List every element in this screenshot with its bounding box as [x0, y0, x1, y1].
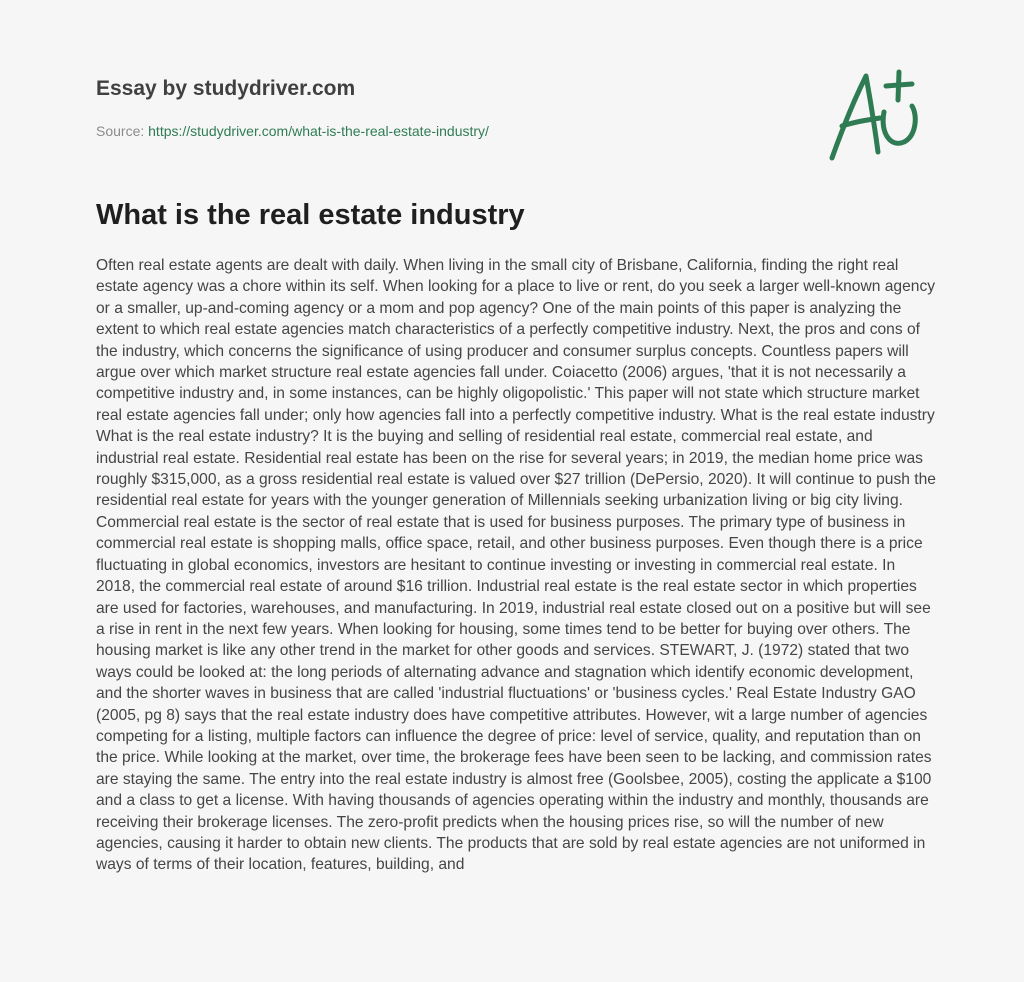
source-line — [96, 122, 796, 140]
site-brand: Essay by studydriver.com — [96, 77, 356, 100]
essay-body: Often real estate agents are dealt with daily. When living in the small city of Brisbane, California, finding the right real estate agency was a chore within its self. When looking for a place to live or rent, do you seek a larger well-known agency or a smaller, up-and-coming agency or a mom and pop agency? One of the main points of this paper is analyzing the extent to which real estate agencies match characteristics of a perfectly competitive industry. Next, the pros and cons of the industry, which concerns the significance of using producer and consumer surplus concepts. Countless papers will argue over which market structure real estate agencies fall under. Coiacetto (2006) argues, 'that it is not necessarily a competitive industry and, in some instances, can be highly oligopolistic.' This paper will not state which structure market real estate agencies fall under; only how agencies fall into a perfectly competitive industry. What is the real estate industry What is the real estate industry? It is the buying and selling of residential real estate, commercial real estate, and industrial real estate. Residential real estate has been on the rise for several years; in 2019, the median home price was roughly $315,000, as a gross residential real estate is valued over $27 trillion (DePersio, 2020). It will continue to push the residential real estate for years with the younger generation of Millennials seeking urbanization living or big city living. Commercial real estate is the sector of real estate that is used for business purposes. The primary type of business in commercial real estate is shopping malls, office space, retail, and other business purposes. Even though there is a price fluctuating in global economics, investors are hesitant to continue investing or investing in commercial real estate. In 2018, the commercial real estate of around $16 trillion. Industrial real estate is the real estate sector in which properties are used for factories, warehouses, and manufacturing. In 2019, industrial real estate closed out on a positive but will see a rise in rent in the next few years. When looking for housing, some times tend to be better for buying over others. The housing market is like any other trend in the market for other goods and services. STEWART, J. (1972) stated that two ways could be looked at: the long periods of alternating advance and stagnation which identify economic development, and the shorter waves in business that are called 'industrial fluctuations' or 'business cycles.' Real Estate Industry GAO (2005, pg 8) says that the real estate industry does have competitive attributes. However, wit a large number of agencies competing for a listing, multiple factors can influence the degree of price: level of service, quality, and reputation than on the price. While looking at the market, over time, the brokerage fees have been seen to be lacking, and commission rates are staying the same. The entry into the real estate industry is almost free (Goolsbee, 2005), costing the applicate a $100 and a class to get a license. With having thousands of agencies operating within the industry and monthly, thousands are receiving their brokerage licenses. The zero-profit predicts when the housing prices rise, so will the number of new agencies, causing it harder to obtain new clients. The products that are sold by real estate agencies are not uniformed in ways of terms of their location, features, building, and — [96, 257, 936, 874]
source-label: Source: — [96, 123, 149, 139]
a-plus-grade-icon — [820, 60, 930, 170]
essay-title: What is the real estate industry — [96, 199, 525, 231]
essay-header — [96, 76, 796, 140]
source-link[interactable]: https://studydriver.com/what-is-the-real-estate-industry/ — [148, 123, 489, 139]
